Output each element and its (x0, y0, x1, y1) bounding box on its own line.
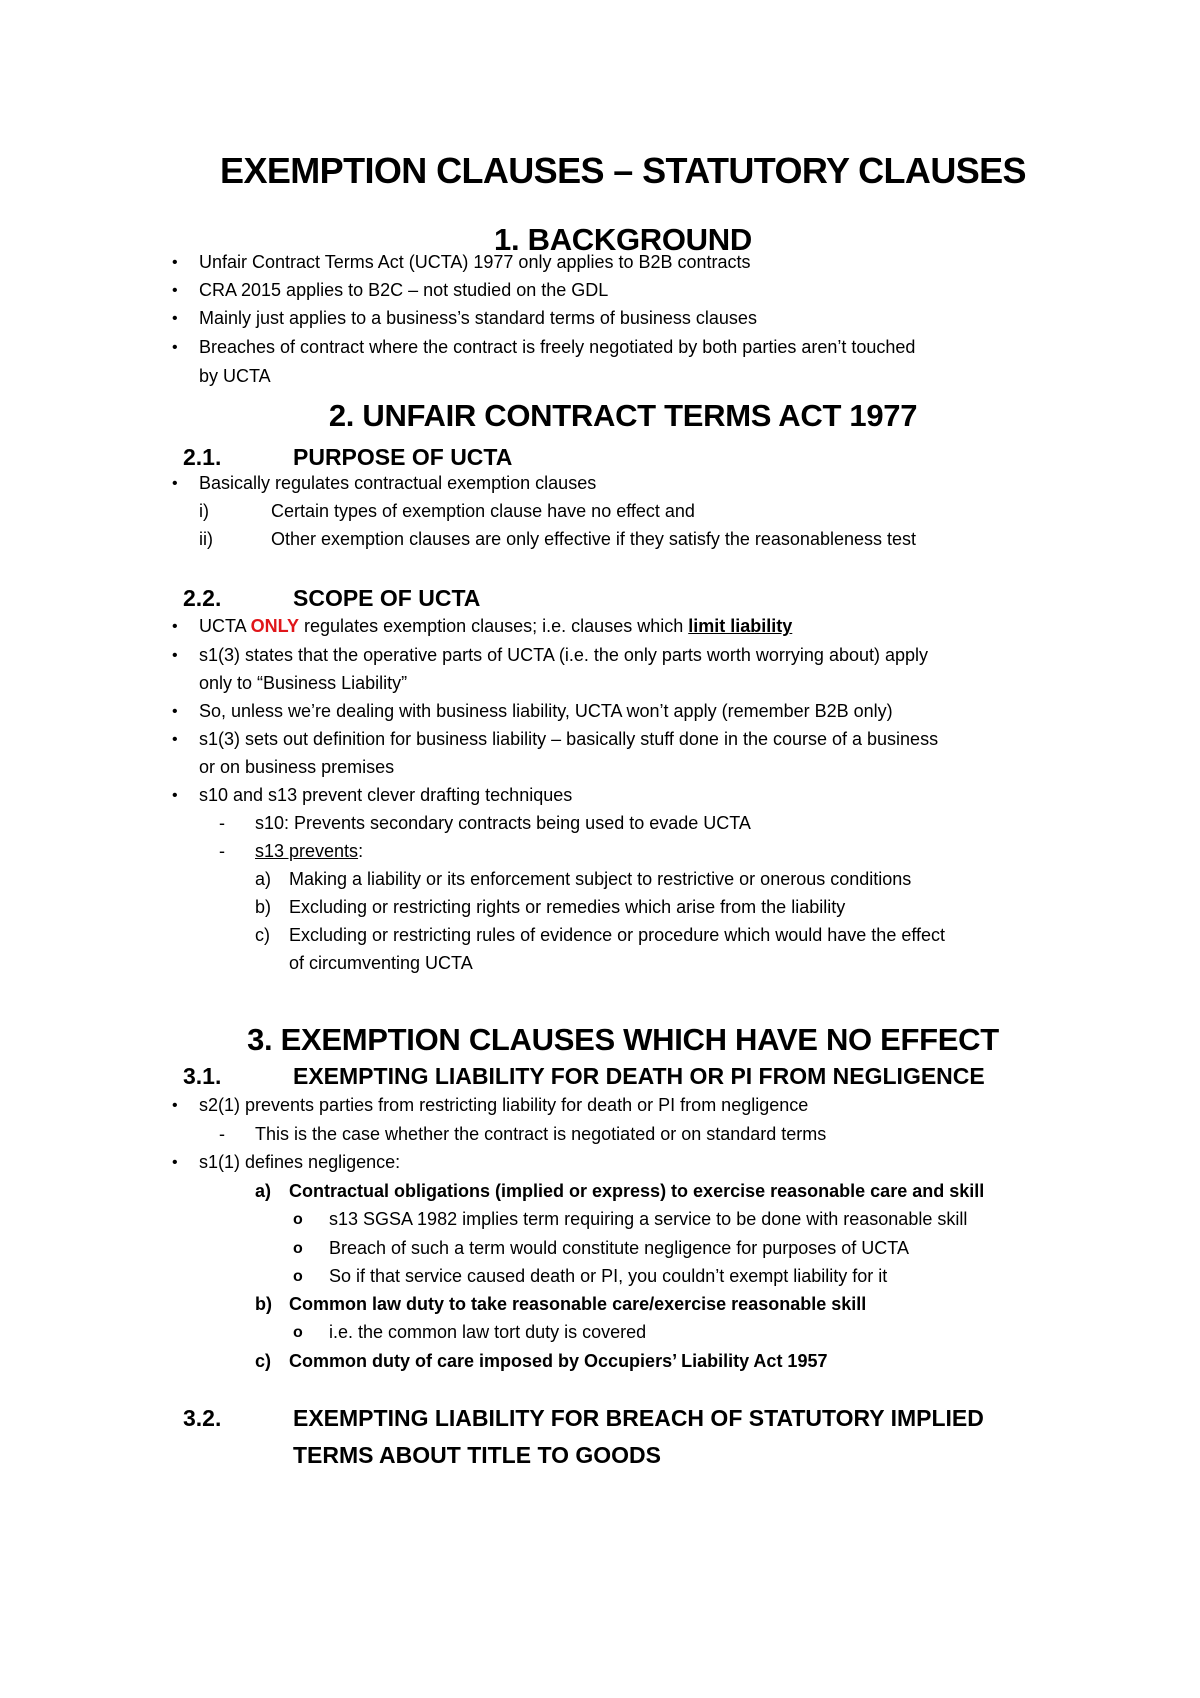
list-item: i.e. the common law tort duty is covered (329, 1322, 647, 1342)
item-label: c) (255, 925, 270, 945)
bullet-icon: • (172, 475, 178, 492)
text-run: UCTA (199, 616, 251, 636)
list-item: Other exemption clauses are only effective if they satisfy the reasonableness test (271, 529, 917, 549)
emphasis-only: ONLY (250, 616, 300, 636)
bullet-icon: • (172, 1097, 178, 1114)
emphasis-limit-liability: limit liability (688, 616, 793, 636)
list-item: Common law duty to take reasonable care/exercise reasonable skill (289, 1294, 867, 1314)
list-item: Common duty of care imposed by Occupiers’ Liability Act 1957 (289, 1351, 828, 1371)
text-run: : (358, 841, 364, 861)
subsection-2-2-heading (183, 585, 480, 612)
bullet-icon: • (172, 254, 178, 271)
document-title: EXEMPTION CLAUSES – STATUTORY CLAUSES (220, 150, 1026, 191)
subsection-title: PURPOSE OF UCTA (293, 444, 513, 470)
subsection-title: SCOPE OF UCTA (293, 585, 481, 611)
bullet-icon: • (172, 618, 178, 635)
list-item (255, 837, 363, 866)
dash-icon: - (219, 841, 225, 861)
bullet-icon: • (172, 339, 178, 356)
list-item: s10 and s13 prevent clever drafting techniques (199, 785, 573, 805)
list-item: Basically regulates contractual exemption clauses (199, 473, 597, 493)
text-run: regulates exemption clauses; i.e. clauses which (299, 616, 689, 636)
list-item-continuation: by UCTA (199, 366, 271, 386)
item-label: i) (199, 501, 209, 521)
section-2-heading: 2. UNFAIR CONTRACT TERMS ACT 1977 (328, 398, 918, 433)
circle-bullet-icon: o (293, 1211, 303, 1228)
subsection-number: 2.2. (183, 585, 222, 611)
list-item-continuation: only to “Business Liability” (199, 673, 408, 693)
item-label: b) (255, 1294, 272, 1314)
list-item: Making a liability or its enforcement subject to restrictive or onerous conditions (289, 869, 912, 889)
subsection-number: 2.1. (183, 444, 222, 470)
subsection-3-1-heading (183, 1063, 985, 1090)
circle-bullet-icon: o (293, 1324, 303, 1341)
item-label: b) (255, 897, 272, 917)
underlined-text: s13 prevents (255, 841, 359, 861)
subsection-title: EXEMPTING LIABILITY FOR DEATH OR PI FROM NEGLIGENCE (293, 1063, 985, 1089)
list-item (199, 612, 792, 641)
subsection-number: 3.2. (183, 1405, 222, 1431)
bullet-icon: • (172, 1154, 178, 1171)
bullet-icon: • (172, 282, 178, 299)
list-item: Breaches of contract where the contract is freely negotiated by both parties aren’t touched (199, 337, 916, 357)
circle-bullet-icon: o (293, 1268, 303, 1285)
subsection-number: 3.1. (183, 1063, 222, 1089)
list-item: s2(1) prevents parties from restricting liability for death or PI from negligence (199, 1095, 809, 1115)
item-label: ii) (199, 529, 213, 549)
dash-icon: - (219, 813, 225, 833)
item-label: c) (255, 1351, 272, 1371)
bullet-icon: • (172, 731, 178, 748)
list-item-continuation: or on business premises (199, 757, 395, 777)
section-3-heading: 3. EXEMPTION CLAUSES WHICH HAVE NO EFFECT (247, 1022, 999, 1057)
item-label: a) (255, 869, 272, 889)
list-item: s13 SGSA 1982 implies term requiring a service to be done with reasonable skill (329, 1209, 968, 1229)
list-item-continuation: of circumventing UCTA (289, 953, 473, 973)
section-1-heading: 1. BACKGROUND (494, 222, 752, 257)
list-item: s10: Prevents secondary contracts being used to evade UCTA (255, 813, 751, 833)
subsection-2-1-heading (183, 444, 512, 471)
dash-icon: - (219, 1124, 225, 1144)
subsection-title: EXEMPTING LIABILITY FOR BREACH OF STATUTORY IMPLIED (293, 1405, 984, 1431)
bullet-icon: • (172, 310, 178, 327)
list-item: Contractual obligations (implied or express) to exercise reasonable care and skill (289, 1181, 985, 1201)
list-item: So, unless we’re dealing with business liability, UCTA won’t apply (remember B2B only) (199, 701, 893, 721)
list-item: Breach of such a term would constitute negligence for purposes of UCTA (329, 1238, 909, 1258)
list-item: Mainly just applies to a business’s standard terms of business clauses (199, 308, 757, 328)
subsection-3-2-heading (183, 1405, 984, 1432)
list-item: s1(3) sets out definition for business liability – basically stuff done in the course of a business (199, 729, 939, 749)
list-item: s1(3) states that the operative parts of UCTA (i.e. the only parts worth worrying about) apply (199, 645, 929, 665)
subsection-title-continuation: TERMS ABOUT TITLE TO GOODS (293, 1442, 661, 1468)
bullet-icon: • (172, 787, 178, 804)
item-label: a) (255, 1181, 272, 1201)
list-item: So if that service caused death or PI, you couldn’t exempt liability for it (329, 1266, 888, 1286)
list-item: s1(1) defines negligence: (199, 1152, 401, 1172)
circle-bullet-icon: o (293, 1240, 303, 1257)
list-item: Certain types of exemption clause have no effect and (271, 501, 695, 521)
bullet-icon: • (172, 647, 178, 664)
list-item: Unfair Contract Terms Act (UCTA) 1977 only applies to B2B contracts (199, 252, 751, 272)
list-item: This is the case whether the contract is negotiated or on standard terms (255, 1124, 827, 1144)
list-item: CRA 2015 applies to B2C – not studied on the GDL (199, 280, 609, 300)
list-item: Excluding or restricting rights or remedies which arise from the liability (289, 897, 846, 917)
list-item: Excluding or restricting rules of evidence or procedure which would have the effect (289, 925, 946, 945)
bullet-icon: • (172, 703, 178, 720)
